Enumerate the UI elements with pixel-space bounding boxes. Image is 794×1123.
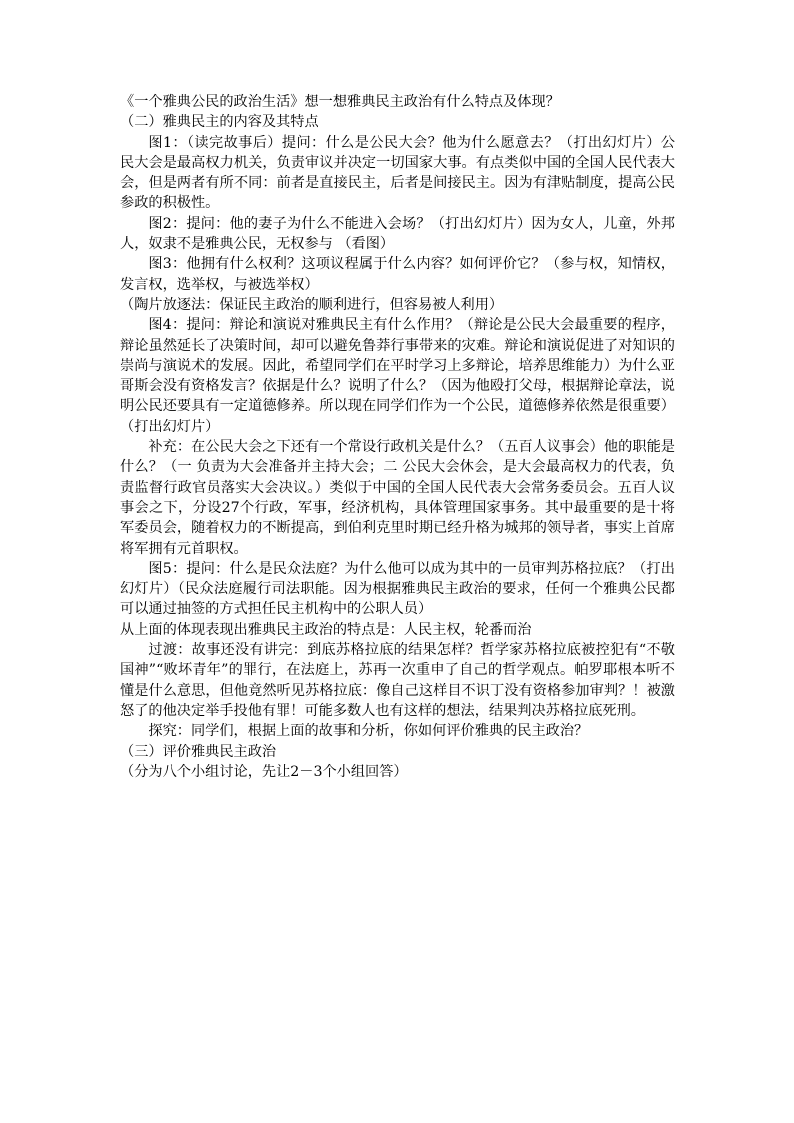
paragraph-features-summary: 从上面的体现表现出雅典民主政治的特点是：人民主权，轮番而治 — [120, 621, 532, 638]
paragraph-group-discussion: （分为八个小组讨论，先让2－3个小组回答） — [120, 763, 408, 780]
paragraph-intro-question: 《一个雅典公民的政治生活》想一想雅典民主政治有什么特点及体现？ — [120, 94, 560, 110]
section-heading-2: （二）雅典民主的内容及其特点 — [120, 114, 319, 131]
paragraph-inquiry: 探究：同学们，根据上面的故事和分析，你如何评价雅典的民主政治？ — [148, 723, 589, 740]
paragraph-figure-2: 图2：提问：他的妻子为什么不能进入会场？（打出幻灯片）因为女人，儿童，外邦人，奴隶不是雅典公民，无权参与 （看图） — [120, 215, 675, 253]
paragraph-ostracism-note: （陶片放逐法：保证民主政治的顺利进行，但容易被人利用） — [120, 296, 504, 313]
paragraph-figure-3: 图3：他拥有什么权利？这项议程属于什么内容？如何评价它？（参与权，知情权，发言权，选举权，与被选举权） — [120, 256, 675, 293]
paragraph-supplement: 补充：在公民大会之下还有一个常设行政机关是什么？（五百人议事会）他的职能是什么？（一 负责为大会准备并主持大会；二 公民大会休会，是大会最高权力的代表，负责监督行政官员落实大会决议。）类似于中国的全国人民代表大会常务委员会。五百人议事会之下，分设27个行政，军事，经济机构，具体管理国家事务。其中最重要的是十将军委员会，随着权力的不断提高，到伯利克里时期已经升格为城邦的领导者，事实上首席将军拥有元首职权。 — [120, 439, 675, 557]
section-heading-3: （三）评价雅典民主政治 — [120, 743, 277, 760]
paragraph-figure-5: 图5：提问：什么是民众法庭？为什么他可以成为其中的一员审判苏格拉底？（打出幻灯片）（民众法庭履行司法职能。因为根据雅典民主政治的要求，任何一个雅典公民都可以通过抽签的方式担任民主机构中的公职人员） — [120, 560, 675, 618]
paragraph-figure-1: 图1：（读完故事后）提问：什么是公民大会？他为什么愿意去？（打出幻灯片）公民大会是最高权力机关，负责审议并决定一切国家大事。有点类似中国的全国人民代表大会，但是两者有所不同：前者是直接民主，后者是间接民主。因为有津贴制度，提高公民参政的积极性。 — [120, 134, 675, 212]
paragraph-figure-4: 图4：提问：辩论和演说对雅典民主有什么作用？（辩论是公民大会最重要的程序，辩论虽然延长了决策时间，却可以避免鲁莽行事带来的灾难。辩论和演说促进了对知识的崇尚与演说术的发展。因此，希望同学们在平时学习上多辩论，培养思维能力）为什么亚哥斯会没有资格发言？依据是什么？说明了什么？（因为他殴打父母，根据辩论章法，说明公民还要具有一定道德修养。所以现在同学们作为一个公民，道德修养依然是很重要）（打出幻灯片） — [120, 317, 675, 435]
document-body — [120, 92, 675, 782]
paragraph-transition: 过渡：故事还没有讲完：到底苏格拉底的结果怎样？哲学家苏格拉底被控犯有“不敬国神”“败坏青年”的罪行，在法庭上，苏再一次重申了自己的哲学观点。帕罗耶根本听不懂是什么意思，但他竟然听见苏格拉底：像自己这样目不识丁没有资格参加审判？！被激怒了的他决定举手投他有罪！可能多数人也有这样的想法，结果判决苏格拉底死刑。 — [120, 642, 675, 719]
